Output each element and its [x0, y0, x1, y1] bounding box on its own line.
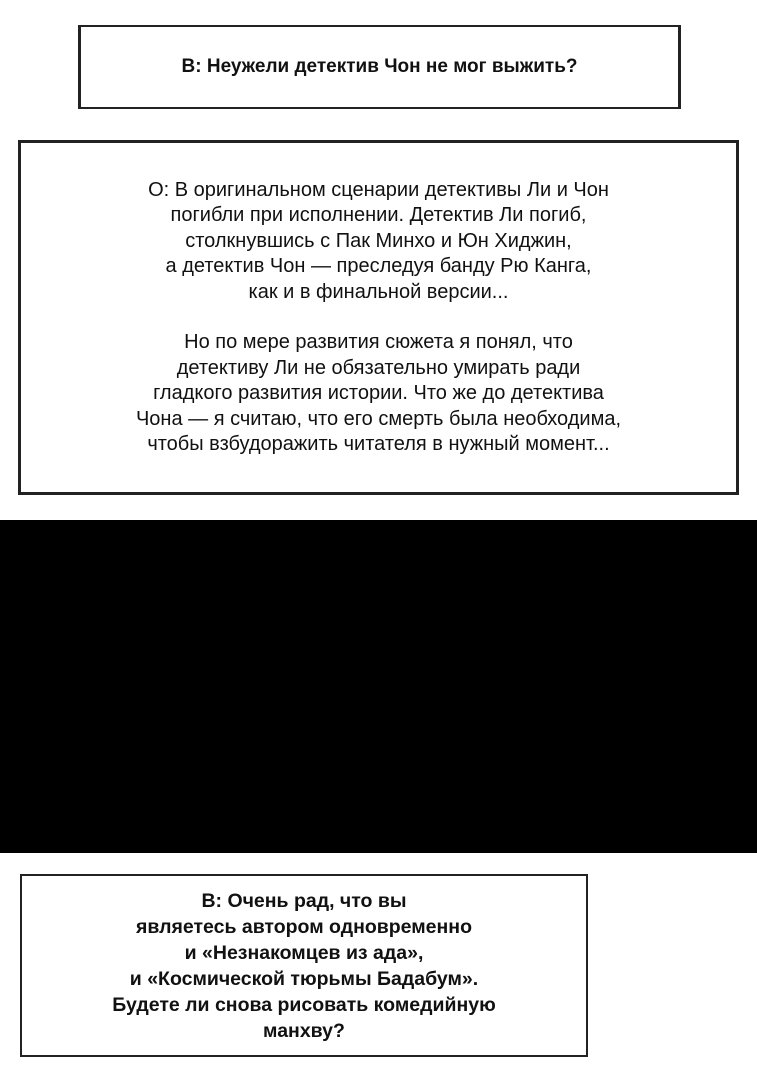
text-line: детективу Ли не обязательно умирать ради	[176, 356, 581, 379]
question-text-1	[182, 54, 578, 80]
answer-paragraph-2	[136, 330, 621, 458]
text-line: В: Очень рад, что вы	[201, 889, 407, 912]
text-line: Будете ли снова рисовать комедийную	[112, 993, 496, 1016]
text-line: столкнувшись с Пак Минхо и Юн Хиджин,	[185, 229, 572, 252]
black-panel	[0, 520, 757, 853]
answer-box-1	[18, 140, 739, 495]
text-line: как и в финальной версии...	[248, 280, 509, 303]
text-line: погибли при исполнении. Детектив Ли погиб,	[170, 204, 587, 226]
question-box-2	[20, 874, 588, 1057]
text-line: В: Неужели детектив Чон не мог выжить?	[181, 56, 578, 77]
text-line: Чона — я считаю, что его смерть была необходима,	[135, 407, 622, 430]
question-box-1	[78, 25, 681, 109]
text-line: О: В оригинальном сценарии детективы Ли и Чон	[148, 178, 609, 201]
text-line: а детектив Чон — преследуя банду Рю Канга,	[165, 255, 592, 277]
text-line: Но по мере развития сюжета я понял, что	[184, 331, 573, 353]
text-line: являетесь автором одновременно	[136, 915, 472, 938]
text-line: гладкого развития истории. Что же до детектива	[153, 382, 604, 404]
answer-paragraph-1	[148, 178, 609, 306]
text-line: чтобы взбудоражить читателя в нужный момент...	[147, 433, 610, 455]
text-line: манхву?	[263, 1019, 345, 1042]
question-text-2	[112, 888, 495, 1044]
text-line: и «Космической тюрьмы Бадабум».	[129, 967, 479, 990]
text-line: и «Незнакомцев из ада»,	[184, 941, 424, 964]
